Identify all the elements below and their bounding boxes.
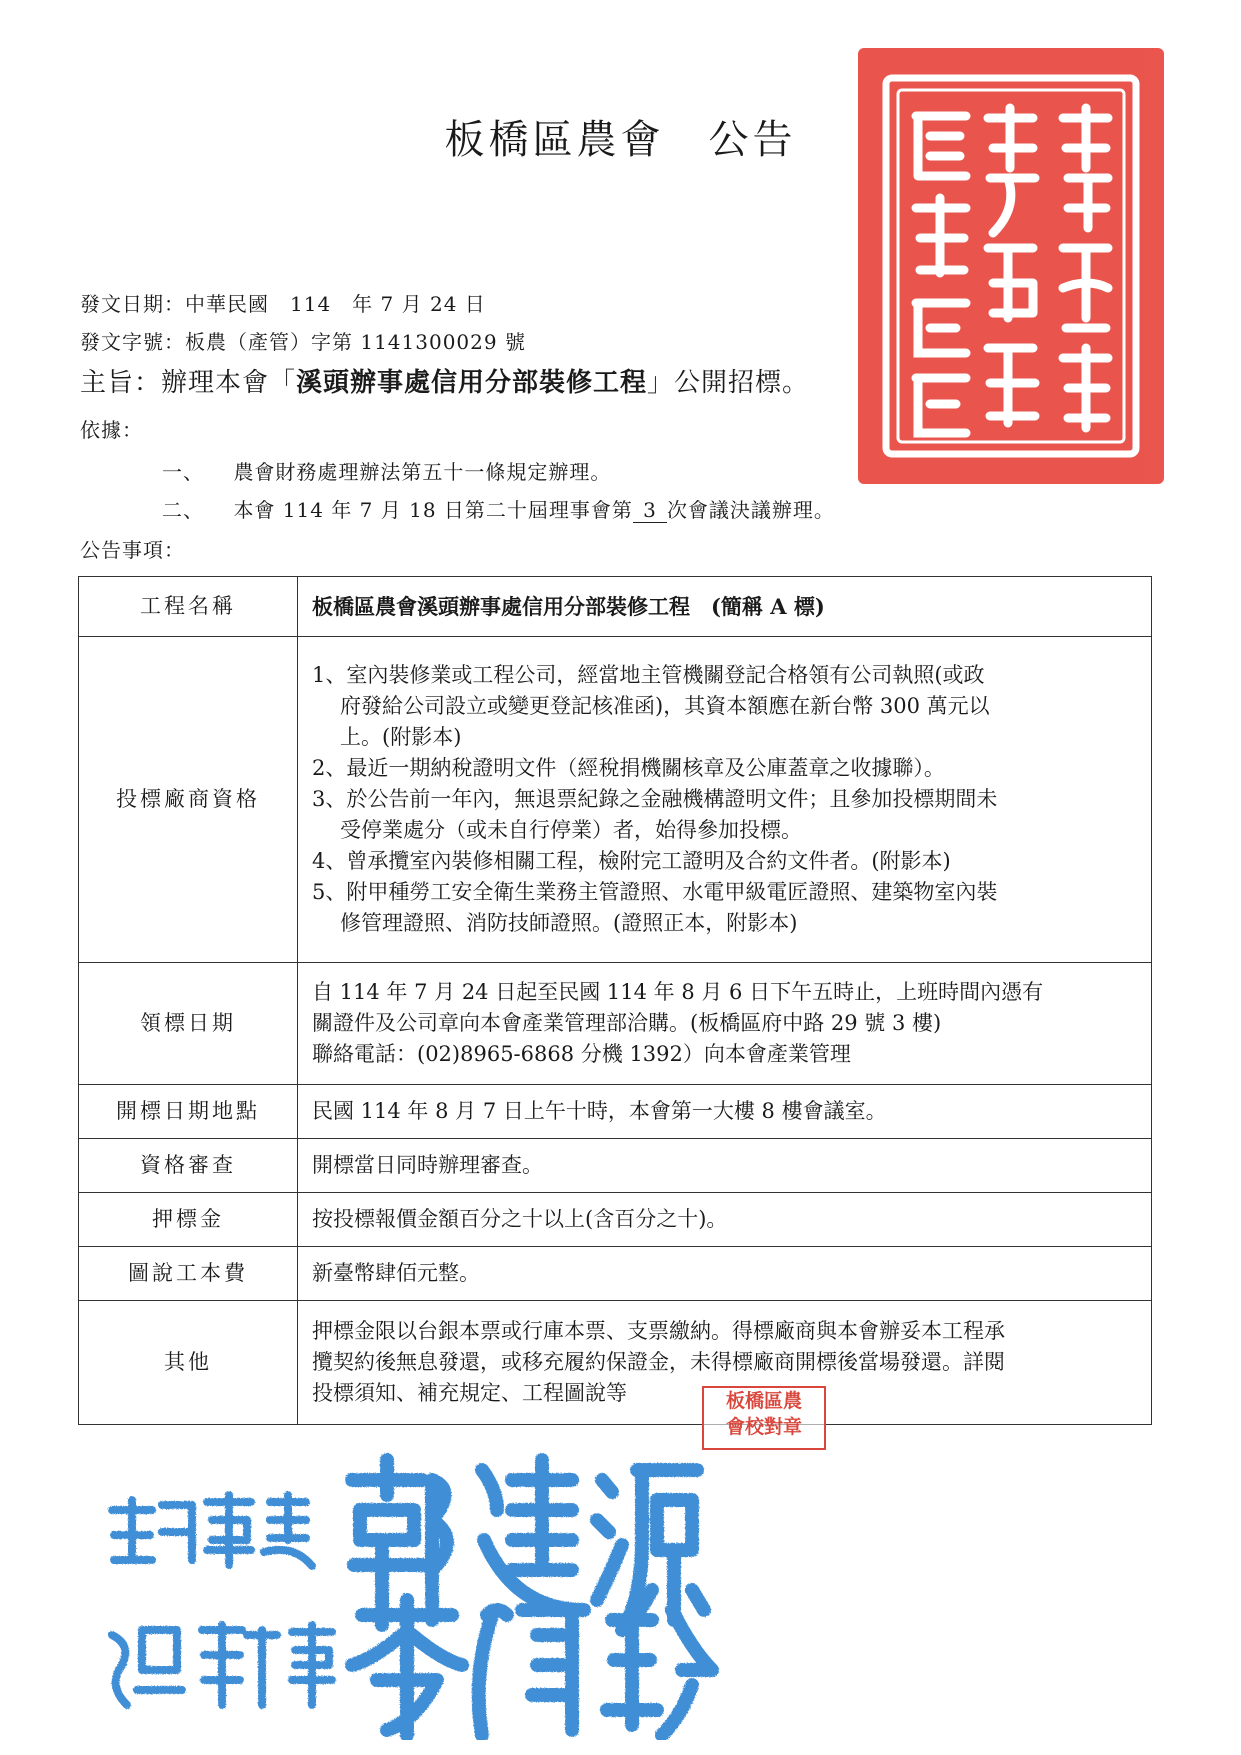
subject-prefix: 主旨 bbox=[80, 368, 135, 398]
official-seal bbox=[858, 48, 1164, 484]
table-row bbox=[79, 1139, 1152, 1193]
qualification-line: 3、於公告前一年內，無退票紀錄之金融機構證明文件；且參加投標期間未 bbox=[312, 787, 998, 811]
table-row bbox=[79, 1193, 1152, 1247]
basis-item-1-text: 農會財務處理辦法第五十一條規定辦理。 bbox=[233, 460, 612, 484]
drawing-fee-label: 圖說工本費 bbox=[79, 1247, 298, 1301]
basis-item-2 bbox=[162, 494, 835, 523]
signature-stamps bbox=[92, 1440, 732, 1740]
subject-intro: ：辦理本會「 bbox=[134, 368, 297, 398]
qualification-review-value: 開標當日同時辦理審查。 bbox=[298, 1139, 1152, 1193]
official-seal-graphic bbox=[858, 48, 1164, 484]
qualification-line: 1、室內裝修業或工程公司，經當地主管機關登記合格領有公司執照(或政 bbox=[312, 663, 985, 687]
other-label: 其他 bbox=[79, 1301, 298, 1425]
basis-label: 依據： bbox=[80, 418, 143, 442]
qualification-line: 府發給公司設立或變更登記核准函)，其資本額應在新台幣 300 萬元以 bbox=[340, 694, 990, 718]
table-row bbox=[79, 1247, 1152, 1301]
bidder-qualification-label: 投標廠商資格 bbox=[79, 637, 298, 963]
collection-line: 自 114 年 7 月 24 日起至民國 114 年 8 月 6 日下午五時止，上班時間內憑有 bbox=[312, 980, 1044, 1004]
bid-collection-label: 領標日期 bbox=[79, 963, 298, 1085]
qualification-line: 上。(附影本) bbox=[340, 725, 462, 749]
qualification-line: 2、最近一期納稅證明文件（經稅捐機關核章及公庫蓋章之收據聯）。 bbox=[312, 756, 945, 780]
table-row bbox=[79, 637, 1152, 963]
other-line: 攬契約後無息發還，或移充履約保證金，未得標廠商開標後當場發還。詳閱 bbox=[312, 1350, 1005, 1374]
qualification-line: 4、曾承攬室內裝修相關工程，檢附完工證明及合約文件者。(附影本) bbox=[312, 849, 951, 873]
table-row bbox=[79, 1301, 1152, 1425]
collection-line: 關證件及公司章向本會產業管理部洽購。(板橋區府中路 29 號 3 樓) bbox=[312, 1011, 942, 1035]
basis-item-2-text-pre: 本會 114 年 7 月 18 日第二十屆理事會第 bbox=[233, 498, 633, 522]
subject-line bbox=[80, 362, 809, 399]
other-line: 押標金限以台銀本票或行庫本票、支票繳納。得標廠商與本會辦妥本工程承 bbox=[312, 1319, 1005, 1343]
qualification-review-label: 資格審查 bbox=[79, 1139, 298, 1193]
project-name-label: 工程名稱 bbox=[79, 577, 298, 637]
other-line: 投標須知、補充規定、工程圖說等 bbox=[312, 1381, 627, 1405]
qualification-line: 受停業處分（或未自行停業）者，始得參加投標。 bbox=[340, 818, 802, 842]
bid-collection-value bbox=[298, 963, 1152, 1085]
basis-item-1-number: 一、 bbox=[162, 460, 204, 484]
subject-project: 溪頭辦事處信用分部裝修工程 bbox=[296, 368, 648, 398]
org-name: 板橋區農會 bbox=[444, 117, 665, 163]
proof-stamp-line: 會校對章 bbox=[725, 1416, 802, 1438]
basis-item-1 bbox=[162, 456, 611, 485]
issue-date: 發文日期：中華民國 114 年 7 月 24 日 bbox=[80, 292, 486, 316]
notice-table bbox=[78, 576, 1152, 1425]
bidder-qualification-value bbox=[298, 637, 1152, 963]
bid-bond-label: 押標金 bbox=[79, 1193, 298, 1247]
document-number: 發文字號：板農（產管）字第 1141300029 號 bbox=[80, 330, 526, 354]
table-row bbox=[79, 963, 1152, 1085]
opening-date-value: 民國 114 年 8 月 7 日上午十時，本會第一大樓 8 樓會議室。 bbox=[298, 1085, 1152, 1139]
basis-item-2-text-post: 次會議決議辦理。 bbox=[666, 498, 835, 522]
table-row bbox=[79, 1085, 1152, 1139]
qualification-line: 修管理證照、消防技師證照。(證照正本，附影本) bbox=[340, 911, 798, 935]
basis-item-2-number: 二、 bbox=[162, 498, 204, 522]
notice-items-label: 公告事項： bbox=[80, 538, 185, 562]
project-name-value: 板橋區農會溪頭辦事處信用分部裝修工程 (簡稱 A 標) bbox=[298, 577, 1152, 637]
doc-type: 公告 bbox=[708, 117, 797, 163]
drawing-fee-value: 新臺幣肆佰元整。 bbox=[298, 1247, 1152, 1301]
meeting-number: 3 bbox=[633, 498, 667, 523]
bid-bond-value: 按投標報價金額百分之十以上(含百分之十)。 bbox=[298, 1193, 1152, 1247]
opening-date-label: 開標日期地點 bbox=[79, 1085, 298, 1139]
signature-graphic bbox=[92, 1440, 732, 1740]
subject-suffix: 」公開招標。 bbox=[647, 368, 810, 398]
table-row bbox=[79, 577, 1152, 637]
qualification-line: 5、附甲種勞工安全衛生業務主管證照、水電甲級電匠證照、建築物室內裝 bbox=[312, 880, 998, 904]
collection-line: 聯絡電話：(02)8965-6868 分機 1392）向本會產業管理 bbox=[312, 1042, 851, 1066]
proof-stamp-line: 板橋區農 bbox=[725, 1390, 802, 1412]
